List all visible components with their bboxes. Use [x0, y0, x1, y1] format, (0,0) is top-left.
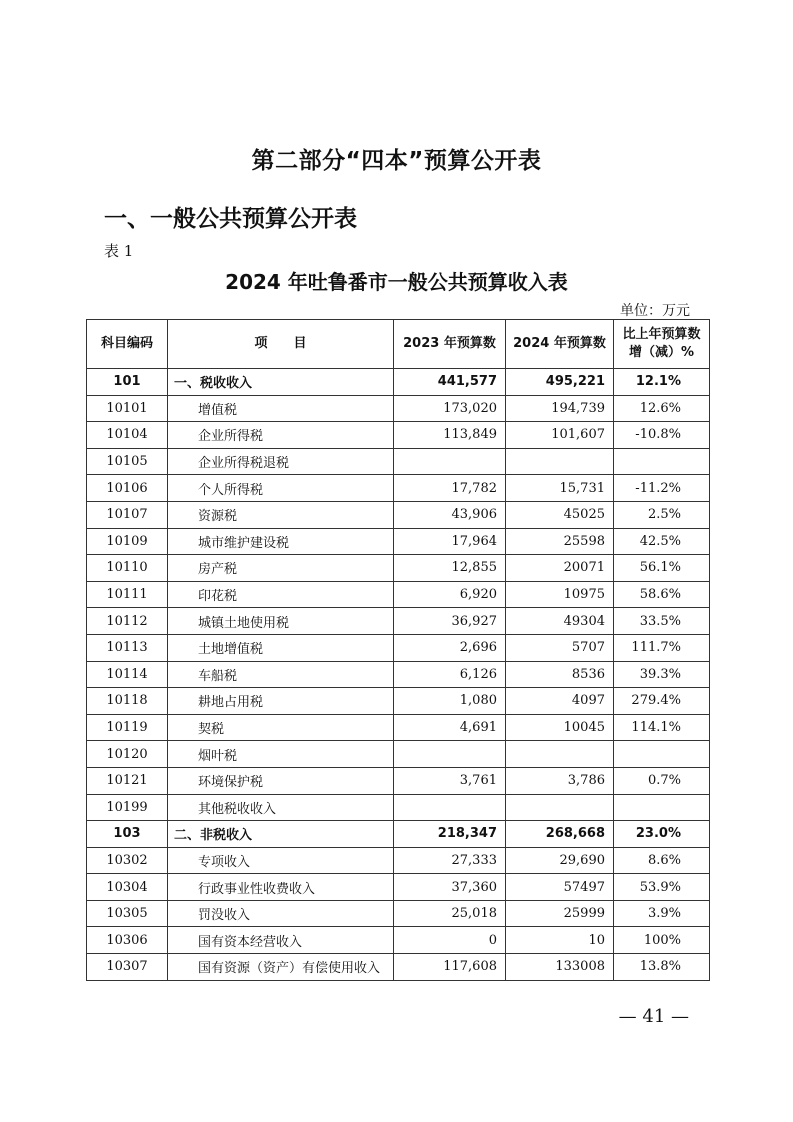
budget-2024-cell: 4097 — [506, 688, 614, 715]
item-name-cell: 企业所得税退税 — [168, 448, 394, 475]
header-change-line2: 增（减）% — [628, 345, 695, 360]
budget-2023-cell: 173,020 — [394, 395, 506, 422]
item-name-cell: 耕地占用税 — [168, 688, 394, 715]
budget-2023-cell: 113,849 — [394, 422, 506, 449]
subject-code-cell: 103 — [87, 821, 168, 848]
budget-2023-cell: 12,855 — [394, 555, 506, 582]
item-name-cell: 行政事业性收费收入 — [168, 874, 394, 901]
item-name-cell: 国有资源（资产）有偿使用收入 — [168, 954, 394, 981]
table-row — [87, 608, 710, 635]
item-name-cell: 二、非税收入 — [168, 821, 394, 848]
budget-2023-cell: 27,333 — [394, 847, 506, 874]
subject-code-cell: 10120 — [87, 741, 168, 768]
budget-2024-cell: 10 — [506, 927, 614, 954]
header-2023: 2023 年预算数 — [394, 320, 506, 369]
item-name-cell: 个人所得税 — [168, 475, 394, 502]
change-percent-cell: 56.1% — [614, 555, 710, 582]
table-row — [87, 927, 710, 954]
table-row — [87, 555, 710, 582]
table-row — [87, 900, 710, 927]
table-row — [87, 581, 710, 608]
item-name-cell: 专项收入 — [168, 847, 394, 874]
budget-2023-cell: 117,608 — [394, 954, 506, 981]
change-percent-cell: 53.9% — [614, 874, 710, 901]
table-row — [87, 874, 710, 901]
subject-code-cell: 10307 — [87, 954, 168, 981]
budget-2024-cell: 10975 — [506, 581, 614, 608]
item-name-cell: 房产税 — [168, 555, 394, 582]
subject-code-cell: 10109 — [87, 528, 168, 555]
table-label: 表 1 — [104, 242, 134, 260]
item-name-cell: 车船税 — [168, 661, 394, 688]
table-header-row — [87, 320, 710, 369]
change-percent-cell: 0.7% — [614, 767, 710, 794]
change-percent-cell — [614, 794, 710, 821]
item-name-cell: 其他税收收入 — [168, 794, 394, 821]
table-row — [87, 422, 710, 449]
unit-label: 单位：万元 — [620, 303, 690, 319]
subject-code-cell: 10106 — [87, 475, 168, 502]
header-item: 项 目 — [168, 320, 394, 369]
budget-2023-cell: 441,577 — [394, 369, 506, 396]
table-row — [87, 448, 710, 475]
subject-code-cell: 10199 — [87, 794, 168, 821]
part-title: 第二部分“四本”预算公开表 — [251, 148, 542, 174]
budget-2024-cell: 20071 — [506, 555, 614, 582]
change-percent-cell: -10.8% — [614, 422, 710, 449]
table-row — [87, 767, 710, 794]
budget-2024-cell — [506, 794, 614, 821]
item-name-cell: 烟叶税 — [168, 741, 394, 768]
table-row — [87, 634, 710, 661]
budget-2023-cell: 6,920 — [394, 581, 506, 608]
subject-code-cell: 10114 — [87, 661, 168, 688]
change-percent-cell: 58.6% — [614, 581, 710, 608]
table-row — [87, 954, 710, 981]
subject-code-cell: 10110 — [87, 555, 168, 582]
change-percent-cell — [614, 448, 710, 475]
budget-2023-cell: 37,360 — [394, 874, 506, 901]
subject-code-cell: 10113 — [87, 634, 168, 661]
table-row — [87, 528, 710, 555]
change-percent-cell: 23.0% — [614, 821, 710, 848]
subject-code-cell: 10119 — [87, 714, 168, 741]
subject-code-cell: 10304 — [87, 874, 168, 901]
budget-2024-cell — [506, 741, 614, 768]
budget-2024-cell: 57497 — [506, 874, 614, 901]
subject-code-cell: 10105 — [87, 448, 168, 475]
change-percent-cell: 3.9% — [614, 900, 710, 927]
subject-code-cell: 10101 — [87, 395, 168, 422]
change-percent-cell — [614, 741, 710, 768]
table-row — [87, 821, 710, 848]
item-name-cell: 土地增值税 — [168, 634, 394, 661]
change-percent-cell: 33.5% — [614, 608, 710, 635]
budget-2024-cell: 133008 — [506, 954, 614, 981]
budget-2023-cell: 17,964 — [394, 528, 506, 555]
table-row — [87, 501, 710, 528]
table-row — [87, 369, 710, 396]
section-title: 一、一般公共预算公开表 — [104, 206, 357, 232]
change-percent-cell: 279.4% — [614, 688, 710, 715]
table-row — [87, 794, 710, 821]
budget-2024-cell: 25999 — [506, 900, 614, 927]
budget-2024-cell: 15,731 — [506, 475, 614, 502]
table-row — [87, 714, 710, 741]
budget-2024-cell: 45025 — [506, 501, 614, 528]
budget-2024-cell: 25598 — [506, 528, 614, 555]
budget-2024-cell: 3,786 — [506, 767, 614, 794]
change-percent-cell: 13.8% — [614, 954, 710, 981]
item-name-cell: 城镇土地使用税 — [168, 608, 394, 635]
item-name-cell: 资源税 — [168, 501, 394, 528]
item-name-cell: 罚没收入 — [168, 900, 394, 927]
budget-2024-cell: 29,690 — [506, 847, 614, 874]
budget-2023-cell: 3,761 — [394, 767, 506, 794]
budget-2023-cell — [394, 794, 506, 821]
budget-2024-cell: 101,607 — [506, 422, 614, 449]
subject-code-cell: 101 — [87, 369, 168, 396]
header-change — [614, 320, 710, 369]
budget-2024-cell — [506, 448, 614, 475]
change-percent-cell: 2.5% — [614, 501, 710, 528]
subject-code-cell: 10306 — [87, 927, 168, 954]
header-change-line1: 比上年预算数 — [622, 327, 701, 342]
budget-2023-cell: 4,691 — [394, 714, 506, 741]
table-row — [87, 395, 710, 422]
table-row — [87, 847, 710, 874]
budget-2024-cell: 495,221 — [506, 369, 614, 396]
subject-code-cell: 10104 — [87, 422, 168, 449]
subject-code-cell: 10111 — [87, 581, 168, 608]
item-name-cell: 城市维护建设税 — [168, 528, 394, 555]
budget-2023-cell: 36,927 — [394, 608, 506, 635]
budget-2023-cell — [394, 448, 506, 475]
change-percent-cell: 100% — [614, 927, 710, 954]
item-name-cell: 印花税 — [168, 581, 394, 608]
change-percent-cell: 39.3% — [614, 661, 710, 688]
change-percent-cell: 111.7% — [614, 634, 710, 661]
budget-2024-cell: 5707 — [506, 634, 614, 661]
header-2024: 2024 年预算数 — [506, 320, 614, 369]
item-name-cell: 环境保护税 — [168, 767, 394, 794]
budget-2023-cell: 17,782 — [394, 475, 506, 502]
budget-2024-cell: 194,739 — [506, 395, 614, 422]
table-row — [87, 661, 710, 688]
budget-2023-cell: 6,126 — [394, 661, 506, 688]
subject-code-cell: 10118 — [87, 688, 168, 715]
table-body — [87, 369, 710, 981]
table-row — [87, 741, 710, 768]
change-percent-cell: 114.1% — [614, 714, 710, 741]
budget-2023-cell: 43,906 — [394, 501, 506, 528]
subject-code-cell: 10305 — [87, 900, 168, 927]
change-percent-cell: -11.2% — [614, 475, 710, 502]
budget-2023-cell: 1,080 — [394, 688, 506, 715]
budget-2024-cell: 8536 — [506, 661, 614, 688]
budget-2023-cell — [394, 741, 506, 768]
subject-code-cell: 10302 — [87, 847, 168, 874]
budget-revenue-table — [86, 319, 710, 981]
subject-code-cell: 10112 — [87, 608, 168, 635]
budget-2024-cell: 49304 — [506, 608, 614, 635]
subject-code-cell: 10107 — [87, 501, 168, 528]
item-name-cell: 契税 — [168, 714, 394, 741]
table-row — [87, 475, 710, 502]
budget-2024-cell: 268,668 — [506, 821, 614, 848]
table-title: 2024 年吐鲁番市一般公共预算收入表 — [225, 270, 568, 294]
change-percent-cell: 42.5% — [614, 528, 710, 555]
budget-2024-cell: 10045 — [506, 714, 614, 741]
item-name-cell: 国有资本经营收入 — [168, 927, 394, 954]
change-percent-cell: 12.1% — [614, 369, 710, 396]
table-row — [87, 688, 710, 715]
change-percent-cell: 8.6% — [614, 847, 710, 874]
change-percent-cell: 12.6% — [614, 395, 710, 422]
item-name-cell: 一、税收收入 — [168, 369, 394, 396]
item-name-cell: 增值税 — [168, 395, 394, 422]
budget-2023-cell: 25,018 — [394, 900, 506, 927]
item-name-cell: 企业所得税 — [168, 422, 394, 449]
header-code: 科目编码 — [87, 320, 168, 369]
page-number: — 41 — — [618, 1006, 689, 1027]
budget-2023-cell: 2,696 — [394, 634, 506, 661]
budget-2023-cell: 218,347 — [394, 821, 506, 848]
budget-2023-cell: 0 — [394, 927, 506, 954]
subject-code-cell: 10121 — [87, 767, 168, 794]
